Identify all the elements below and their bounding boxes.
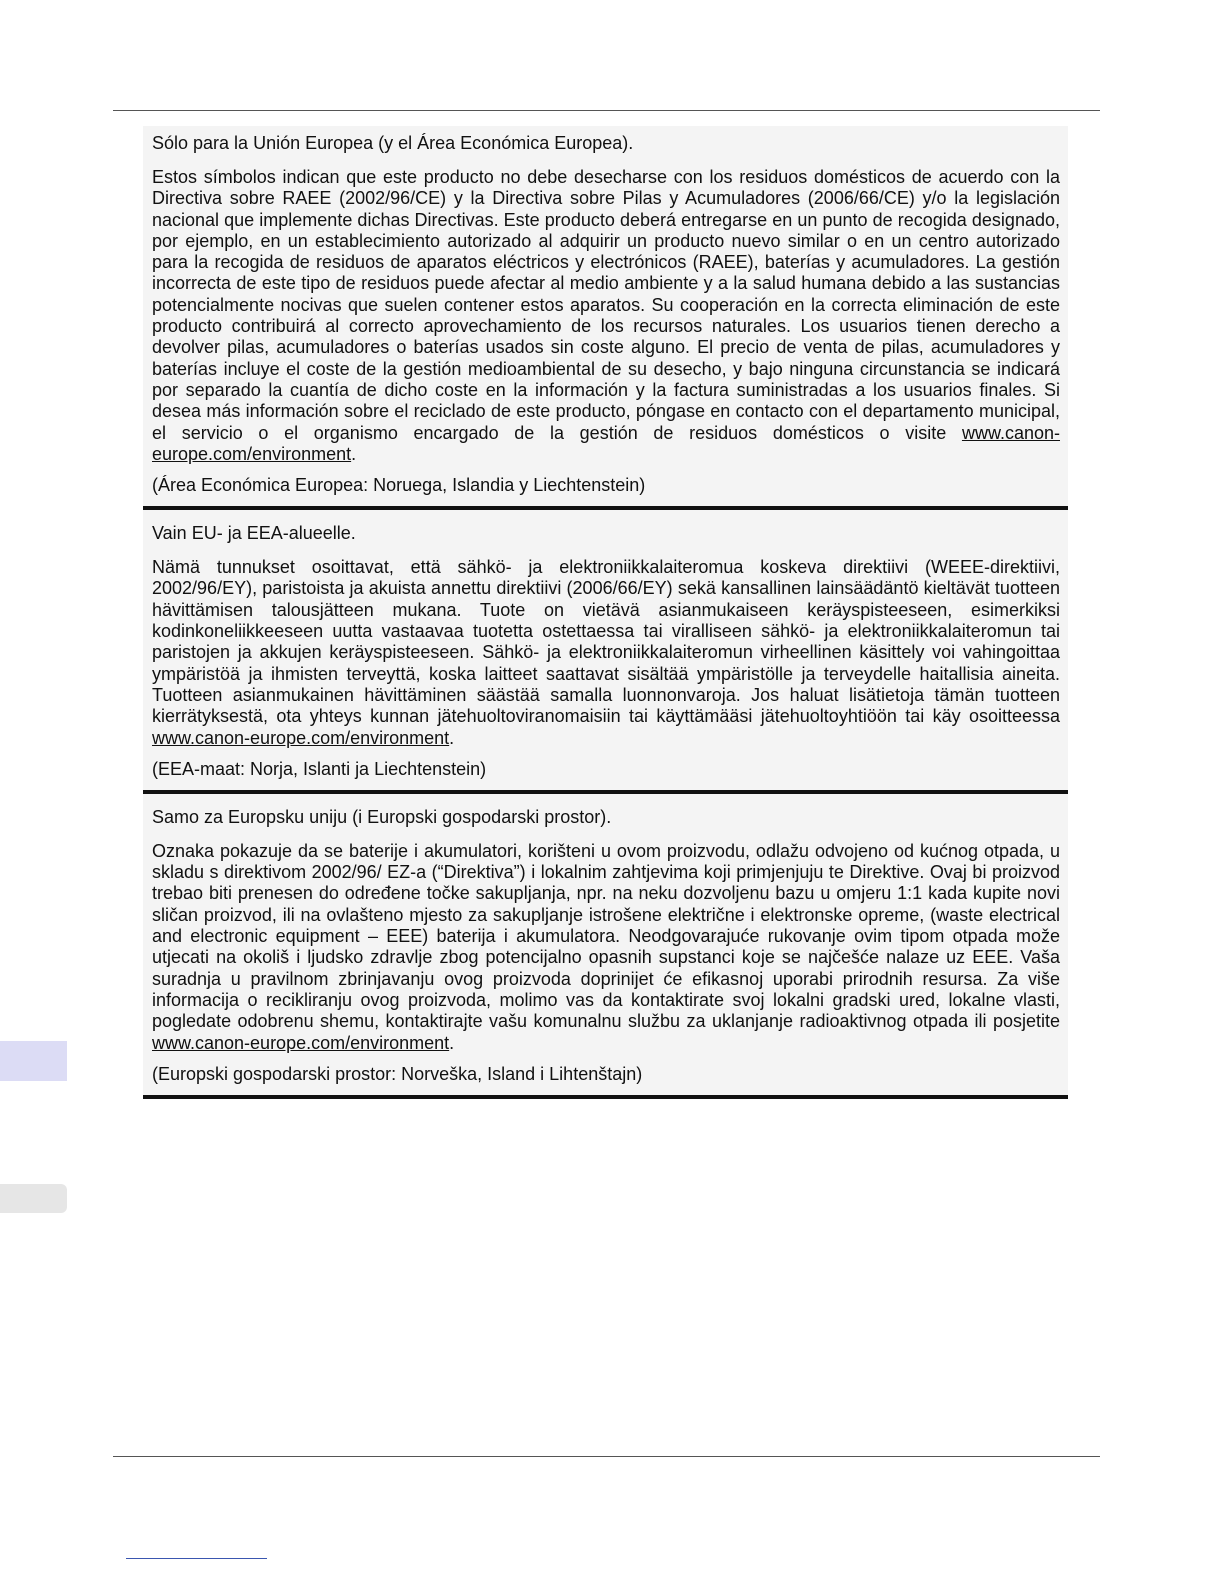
section-croatian — [143, 794, 1068, 1099]
environment-link[interactable]: www.canon-europe.com/environment — [152, 422, 1060, 464]
section-finnish — [143, 510, 1068, 794]
section-body — [152, 841, 1060, 1054]
footer-link-underline[interactable] — [126, 1558, 267, 1559]
section-body — [152, 167, 1060, 465]
environment-link[interactable]: www.canon-europe.com/environment — [152, 727, 450, 748]
link-suffix: . — [449, 1032, 455, 1053]
section-body-text: Oznaka pokazuje da se baterije i akumulatori, korišteni u ovom proizvodu, odlažu odvojeno od kućnog otpada, u skladu s direktivom 2002/96/ EZ-a (“Direktiva”) i lokalnim zahtjevima koji primjenjuju te Direktive. Ovaj bi proizvod trebao biti prenesen do određene točke sakupljanja, npr. na neku dozvoljenu bazu u omjeru 1:1 kada kupite novi sličan proizvod, ili na ovlašteno mjesto za sakupljanje istrošene električne i elektronske opreme, (waste electrical and electronic equipment – EEE) baterija i akumulatora. Neodgovarajuće rukovanje ovim tipom otpada može utjecati na okoliš i ljudsko zdravlje zbog potencijalno opasnih supstanci koje se najčešće nalaze uz EEE. Vaša suradnja u pravilnom zbrinjavanju ovog proizvoda doprinijet će efikasnoj uporabi prirodnih resursa. Za više informacija o recikliranju ovog proizvoda, molimo vas da kontaktirate svoj lokalni gradski ured, lokalne vlasti, pogledate odobrenu shemu, kontaktirajte vašu komunalnu službu za uklanjanje radioaktivnog otpada ili posjetite — [152, 840, 1060, 1032]
section-heading: Samo za Europsku uniju (i Europski gospodarski prostor). — [152, 806, 612, 827]
header-rule — [113, 110, 1100, 111]
footer-rule — [113, 1456, 1100, 1457]
eea-note: (EEA-maat: Norja, Islanti ja Liechtenstein) — [152, 758, 487, 779]
link-suffix: . — [449, 727, 455, 748]
section-spanish — [143, 126, 1068, 510]
section-body-text: Nämä tunnukset osoittavat, että sähkö- ja elektroniikkalaiteromua koskeva direktiivi (WEEE-direktiivi, 2002/96/EY), paristoista ja akuista annettu direktiivi (2006/66/EY) sekä kansallinen lainsäädäntö kieltävät tuotteen hävittämisen talousjätteen mukana. Tuote on vietävä asianmukaiseen keräyspisteeseen, esimerkiksi kodinkoneliikkeeseen uutta vastaavaa tuotetta ostettaessa tai viralliseen sähkö- ja elektroniikkalaiteromun tai paristojen ja akkujen keräyspisteeseen. Sähkö- ja elektroniikkalaiteromun virheellinen käsittely voi vahingoittaa ympäristöä ja ihmisten terveyttä, koska laitteet saattavat sisältää ympäristölle ja terveydelle haitallisia aineita. Tuotteen asianmukainen hävittäminen säästää samalla luonnonvaroja. Jos haluat lisätietoja tämän tuotteen kierrätyksestä, ota yhteys kunnan jätehuoltoviranomaisiin tai käyttämääsi jätehuoltoyhtiöön tai käy osoitteessa — [152, 557, 1060, 727]
side-index-tab[interactable] — [0, 1184, 67, 1213]
link-suffix: . — [351, 443, 357, 464]
eea-note: (Europski gospodarski prostor: Norveška, Island i Lihtenštajn) — [152, 1063, 643, 1084]
side-index-tab-active[interactable] — [0, 1041, 67, 1081]
environment-link[interactable]: www.canon-europe.com/environment — [152, 1032, 450, 1053]
section-body-text: Estos símbolos indican que este producto no debe desecharse con los residuos domésticos de acuerdo con la Directiva sobre RAEE (2002/96/CE) y la Directiva sobre Pilas y Acumuladores (2006/66/CE) y/o la legislación nacional que implemente dichas Directivas. Este producto deberá entregarse en un punto de recogida designado, por ejemplo, en un establecimiento autorizado al adquirir un producto nuevo similar o en un centro autorizado para la recogida de residuos de aparatos eléctricos y electrónicos (RAEE), baterías y acumuladores. La gestión incorrecta de este tipo de residuos puede afectar al medio ambiente y a la salud humana debido a las sustancias potencialmente nocivas que suelen contener estos aparatos. Su cooperación en la correcta eliminación de este producto contribuirá al correcto aprovechamiento de los recursos naturales. Los usuarios tienen derecho a devolver pilas, acumuladores o baterías usados sin coste alguno. El precio de venta de pilas, acumuladores y baterías incluye el coste de la gestión medioambiental de su desecho, y bajo ninguna circunstancia se indicará por separado la cuantía de dicho coste en la información y la factura suministradas a los usuarios finales. Si desea más información sobre el reciclado de este producto, póngase en contacto con el departamento municipal, el servicio o el organismo encargado de la gestión de residuos domésticos o visite — [152, 167, 1060, 443]
section-heading: Vain EU- ja EEA-alueelle. — [152, 523, 356, 544]
eea-note: (Área Económica Europea: Noruega, Islandia y Liechtenstein) — [152, 475, 646, 496]
section-heading: Sólo para la Unión Europea (y el Área Económica Europea). — [152, 133, 634, 153]
disposal-notices — [143, 126, 1068, 1099]
section-body — [152, 557, 1060, 749]
